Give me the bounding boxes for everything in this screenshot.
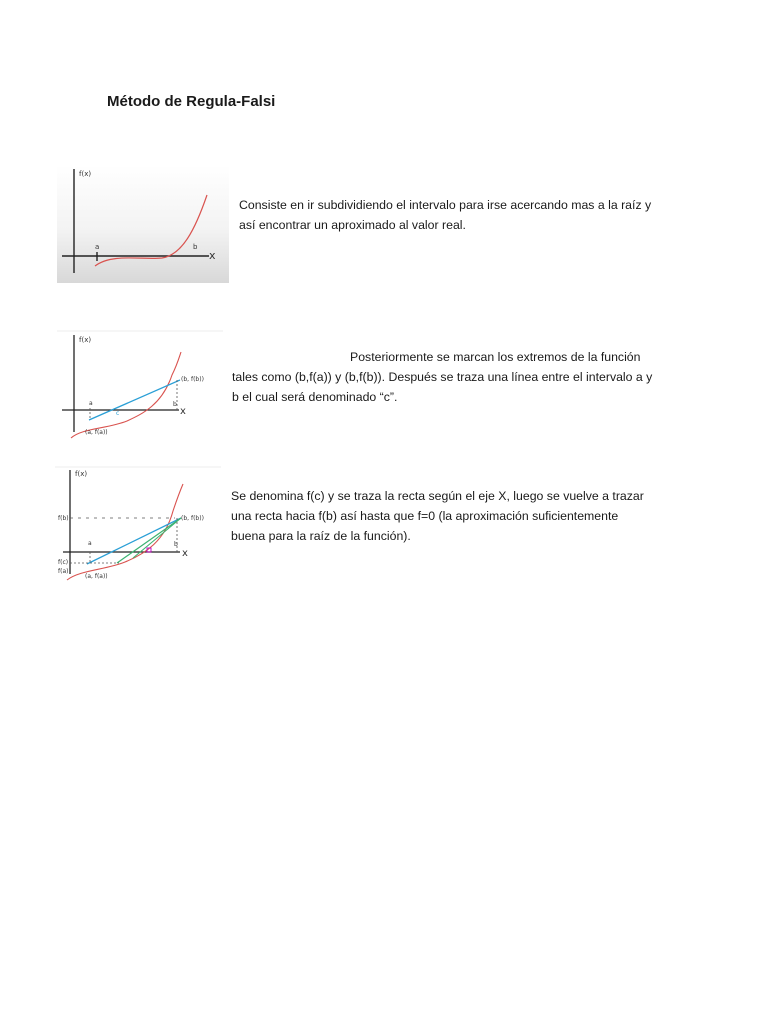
point-b-label: b <box>193 243 198 251</box>
paragraph-line: una recta hacia f(b) así hasta que f=0 (la aproximación suficientemente <box>231 509 619 523</box>
paragraph-2 <box>232 347 652 407</box>
paragraph-line: b el cual será denominado “c”. <box>232 390 398 404</box>
point-a-label: a <box>89 400 93 407</box>
paragraph-3 <box>231 486 644 546</box>
paragraph-1 <box>239 195 651 235</box>
figure-secant-graph <box>57 330 223 442</box>
fa-label: f(a) <box>58 568 69 575</box>
paragraph-line: Se denomina f(c) y se traza la recta según el eje X, luego se vuelve a trazar <box>231 489 644 503</box>
y-axis-label: f(x) <box>79 336 92 344</box>
point-c-label: c <box>116 410 120 417</box>
figure-function-graph <box>57 165 229 283</box>
paragraph-line: tales como (b,f(a)) y (b,f(b)). Después se traza una línea entre el intervalo a y <box>232 370 653 384</box>
figure-background <box>57 330 223 442</box>
fb-label: f(b) <box>58 515 69 522</box>
point-b-coords: (b, f(b)) <box>181 376 204 383</box>
paragraph-line: Consiste en ir subdividiendo el intervalo para irse acercando mas a la raíz y <box>239 198 652 212</box>
y-axis-label: f(x) <box>75 470 88 478</box>
point-a-coords: (a, f(a)) <box>85 429 108 436</box>
fc-label: f(c) <box>58 559 69 566</box>
point-a-coords: (a, f(a)) <box>85 573 108 580</box>
paragraph-line: buena para la raíz de la función). <box>231 529 411 543</box>
point-a-label: a <box>95 243 100 251</box>
figure-background <box>57 165 229 283</box>
page-title: Método de Regula-Falsi <box>107 93 276 110</box>
paragraph-line: así encontrar un aproximado al valor real. <box>239 218 466 232</box>
figure-background <box>55 466 221 584</box>
x-axis-label: x <box>182 548 188 559</box>
point-b-label: b <box>174 541 178 548</box>
y-axis-label: f(x) <box>79 170 92 178</box>
paragraph-line: Posteriormente se marcan los extremos de la función <box>350 350 641 364</box>
point-b-label: b <box>173 401 177 408</box>
point-a-label: a <box>88 540 92 547</box>
figure-iteration-graph <box>55 466 221 584</box>
x-axis-label: x <box>180 406 186 417</box>
x-axis-label: x <box>209 249 216 262</box>
point-b-coords: (b, f(b)) <box>181 515 204 522</box>
